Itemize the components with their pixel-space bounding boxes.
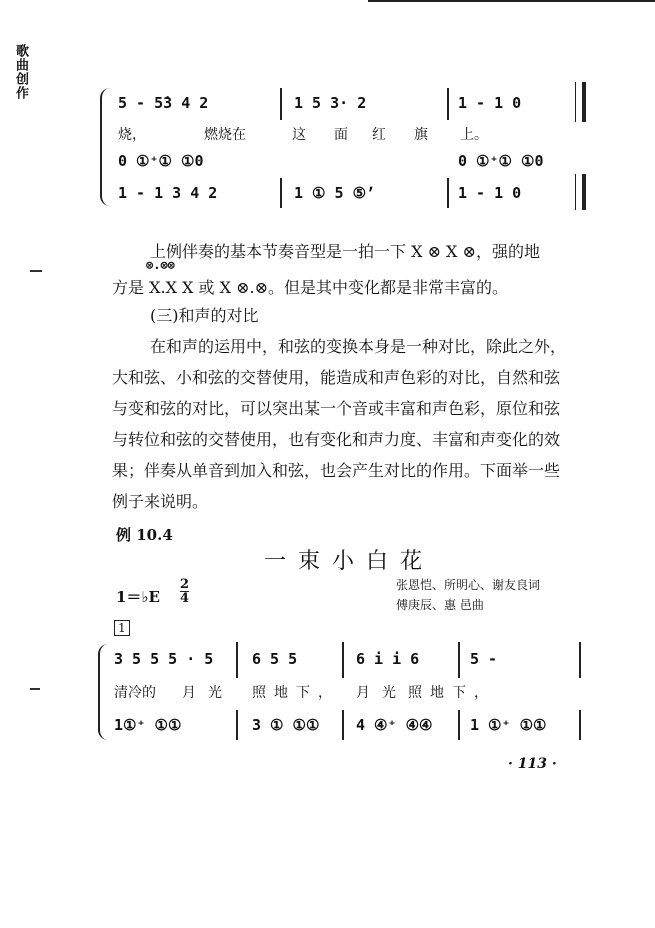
lyric: 燃烧在 bbox=[204, 127, 246, 143]
barline bbox=[447, 178, 449, 208]
rhythm-marks: ⊗.⊗⊗ bbox=[146, 258, 175, 272]
final-barline bbox=[582, 82, 586, 122]
side-tag: 歌曲创作 bbox=[13, 44, 28, 100]
section-heading: (三)和声的对比 bbox=[150, 306, 259, 325]
paragraph-line: 大和弦、小和弦的交替使用，能造成和声色彩的对比，自然和弦 bbox=[112, 368, 561, 387]
lyric: 烧， bbox=[118, 127, 146, 143]
final-barline bbox=[582, 174, 586, 210]
melody-measure-1: 5 - 5̇3 4 2 bbox=[118, 94, 209, 112]
rehearsal-mark: 1 bbox=[114, 620, 130, 636]
paragraph-line: 方是 X.X X 或 X ⊗.⊗。但是其中变化都是非常丰富的。 bbox=[112, 278, 508, 297]
accomp-measure: 1①⁺ ①① bbox=[114, 716, 182, 734]
credits-line: 张恩恺、所明心、谢友良词 bbox=[396, 578, 541, 592]
lyric: 这 bbox=[292, 127, 306, 143]
example-label: 例 10.4 bbox=[116, 526, 173, 544]
melody-measure-2: 1 5 3· 2 bbox=[294, 94, 367, 112]
barline bbox=[447, 88, 449, 120]
barline bbox=[579, 642, 581, 678]
barline bbox=[280, 88, 282, 120]
song-title: 一束小白花 bbox=[264, 549, 435, 574]
barline bbox=[575, 174, 576, 210]
accomp-upper: 0 ①⁺① ①0 bbox=[118, 152, 204, 170]
lyric: 上。 bbox=[460, 127, 488, 143]
accomp-measure: 4 ④⁺ ④④ bbox=[356, 716, 433, 734]
lyric: 照地下， bbox=[408, 685, 496, 701]
paragraph-line: 在和声的运用中，和弦的变换本身是一种对比，除此之外， bbox=[150, 337, 567, 356]
lyric: 月光 bbox=[356, 685, 408, 701]
lyric: 面 bbox=[334, 127, 348, 143]
barline bbox=[458, 710, 460, 740]
key-signature: 1＝♭E bbox=[116, 588, 160, 606]
score1-brace bbox=[100, 88, 110, 206]
time-signature bbox=[180, 578, 189, 605]
lyric: 清冷的 bbox=[114, 685, 156, 701]
barline bbox=[280, 178, 282, 208]
lyric: 月光 bbox=[182, 685, 234, 701]
margin-dash bbox=[30, 688, 40, 690]
score2-brace bbox=[98, 644, 108, 740]
melody-measure: 3 5 5 5 · 5 bbox=[114, 650, 214, 668]
barline bbox=[236, 710, 238, 740]
paragraph-line: 例子来说明。 bbox=[112, 492, 209, 511]
barline bbox=[579, 710, 581, 740]
top-rule bbox=[368, 0, 655, 2]
accomp-measure: 1 ①⁺ ①① bbox=[470, 716, 547, 734]
paragraph-line: 与变和弦的对比，可以突出某一个音或丰富和声色彩，原位和弦 bbox=[112, 399, 561, 418]
time-bottom: 4 bbox=[180, 591, 190, 606]
paragraph-line: 果；伴奏从单音到加入和弦，也会产生对比的作用。下面举一些 bbox=[112, 461, 561, 480]
margin-dash bbox=[30, 270, 42, 272]
time-top: 2 bbox=[180, 577, 190, 592]
paragraph-line: 上例伴奏的基本节奏音型是一拍一下 X ⊗ X ⊗，强的地 bbox=[150, 242, 540, 261]
credits-line: 傅庚辰、惠 邑曲 bbox=[396, 598, 484, 612]
lyric: 照地下， bbox=[252, 685, 340, 701]
paragraph-line: 与转位和弦的交替使用，也有变化和声力度、丰富和声变化的效 bbox=[112, 430, 561, 449]
barline bbox=[342, 710, 344, 740]
accomp-upper: 0 ①⁺① ①0 bbox=[458, 152, 544, 170]
lyric: 红 bbox=[372, 127, 386, 143]
melody-measure: 6 5 5 bbox=[252, 650, 298, 668]
accomp-lower: 1 - 1 3 4 2 bbox=[118, 184, 218, 202]
melody-measure: 5 - bbox=[470, 650, 498, 668]
barline bbox=[575, 82, 576, 122]
barline bbox=[458, 642, 460, 678]
accomp-measure: 3 ① ①① bbox=[252, 716, 320, 734]
melody-measure-3: 1 - 1 0 bbox=[458, 94, 522, 112]
accomp-lower: 1 ① 5 ⑤ʼ bbox=[294, 184, 376, 202]
page-number: · 113 · bbox=[508, 756, 557, 772]
accomp-lower: 1 - 1 0 bbox=[458, 184, 522, 202]
barline bbox=[342, 642, 344, 678]
melody-measure: 6 i i 6 bbox=[356, 650, 420, 668]
lyric: 旗 bbox=[414, 127, 428, 143]
barline bbox=[236, 642, 238, 678]
